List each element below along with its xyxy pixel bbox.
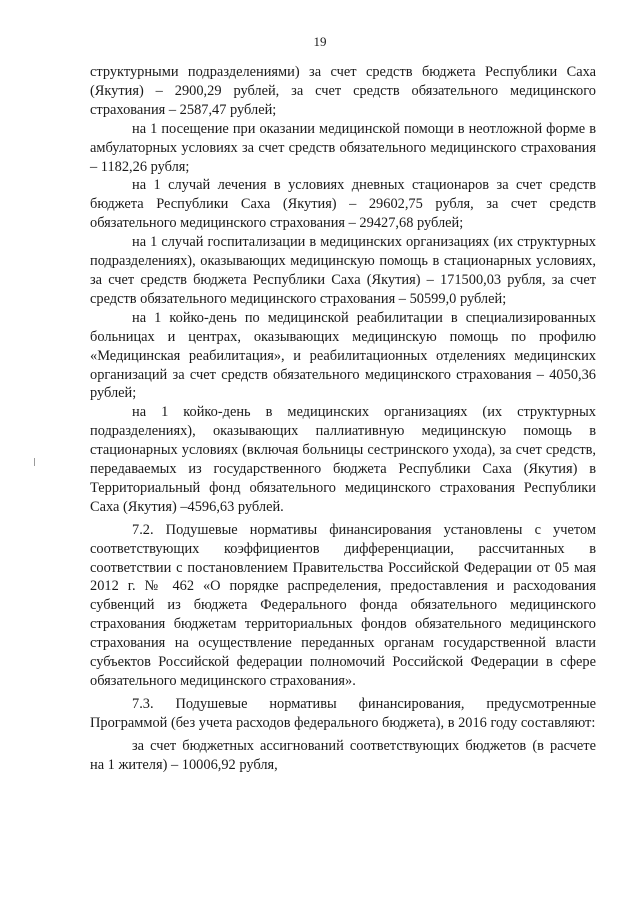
paragraph-section-7-2: 7.2. Подушевые нормативы финансирования установлены с учетом соответствующих коэффициентов дифференциации, рассчитанных в соответствии с постановлением Правительства Российской Федерации от 05 мая 2012 г. № 462 «О порядке распределения, предоставления и расходования субвенций из бюджета Федерального фонда обязательного медицинского страхования бюджетам территориальных фондов обязательного медицинского страхования на осуществление переданных органам государственной власти субъектов Российской федерации полномочий Российской Федерации в сфере обязательного медицинского страхования». [90,521,596,689]
page-number: 19 [313,34,327,49]
margin-mark [34,458,35,466]
paragraph-budget-per-capita: за счет бюджетных ассигнований соответствующих бюджетов (в расчете на 1 жителя) – 10006,92 рубля, [90,737,596,773]
body-text [90,63,596,775]
paragraph-hospitalization-cost: на 1 случай госпитализации в медицинских организациях (их структурных подразделениях), оказывающих медицинскую помощь в стационарных условиях, за счет средств бюджета Республики Саха (Якутия) – 171500,03 рубля, за счет средств обязательного медицинского страхования – 50599,0 рублей; [90,234,596,307]
paragraph-continued-outpatient-costs: структурными подразделениями) за счет средств бюджета Республики Саха (Якутия) – 2900,29 рублей, за счет средств обязательного медицинского страхования – 2587,47 рублей; [90,64,596,118]
paragraph-rehabilitation-bed-day-cost: на 1 койко-день по медицинской реабилитации в специализированных больницах и центрах, оказывающих медицинскую помощь по профилю «Медицинская реабилитация», и реабилитационных отделениях медицинских организаций за счет средств обязательного медицинского страхования – 4050,36 рублей; [90,309,596,402]
paragraph-palliative-bed-day-cost: на 1 койко-день в медицинских организациях (их структурных подразделениях), оказывающих паллиативную медицинскую помощь в стационарных условиях (включая больницы сестринского ухода), за счет средств, передаваемых из государственного бюджета Республики Саха (Якутия) в Территориальный фонд обязательного медицинского страхования Республики Саха (Якутия) –4596,63 рублей. [90,404,596,515]
paragraph-section-7-3: 7.3. Подушевые нормативы финансирования, предусмотренные Программой (без учета расходов федерального бюджета), в 2016 году составляют: [90,695,596,731]
paragraph-day-hospital-cost: на 1 случай лечения в условиях дневных стационаров за счет средств бюджета Республики Саха (Якутия) – 29602,75 рубля, за счет средств обязательного медицинского страхования – 29427,68 рублей; [90,177,596,232]
paragraph-emergency-visit-cost: на 1 посещение при оказании медицинской помощи в неотложной форме в амбулаторных условиях за счет средств обязательного медицинского страхования – 1182,26 рубля; [90,120,596,175]
